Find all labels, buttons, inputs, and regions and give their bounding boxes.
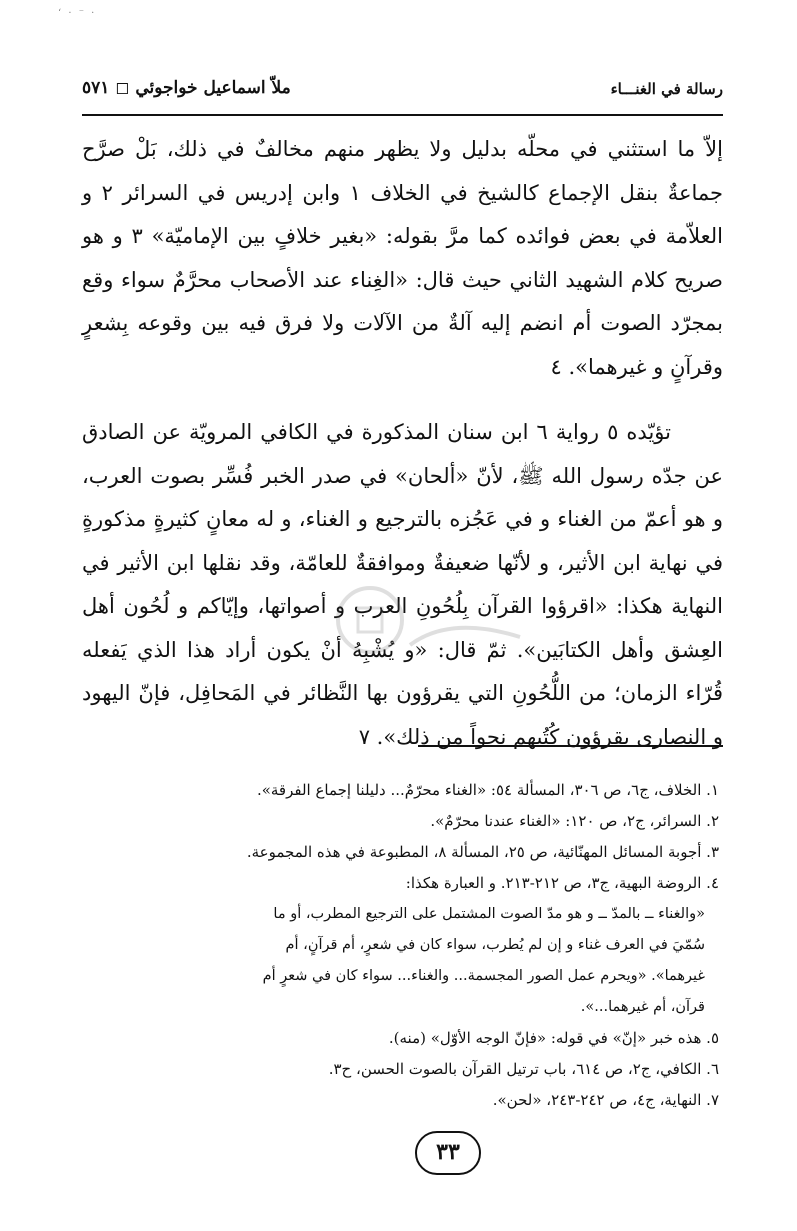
library-stamp-watermark (330, 575, 530, 685)
header-author-and-page: ملاّ اسماعيل خواجوئي ◻ ٥٧١ (82, 78, 291, 98)
footnote-3: ٣. أجوبة المسائل المهنّائية، ص ٢٥، المسألة ٨، المطبوعة في هذه المجموعة. (246, 843, 719, 861)
footnote-4-quote-line: قرآن، أم غيرهما...». (580, 999, 705, 1015)
header-rule (82, 114, 723, 116)
footnote-1: ١. الخلاف، ج٦، ص ٣٠٦، المسألة ٥٤: «الغناء محرّمٌ... دليلنا إجماع الفرقة». (256, 781, 719, 799)
body-paragraph-1: إلاّ ما استثني في محلّه بدليل ولا يظهر منهم مخالفٌ في ذلك، بَلْ صرَّح جماعةٌ بنقل الإجماع كالشيخ في الخلاف ١ وابن إدريس في السرائر ٢ و العلاّمة في بعض فوائده كما مرَّ بقوله: «بغير خلافٍ بين الإماميّة» ٣ و هو صريح كلام الشهيد الثاني حيث قال: «الغِناء عند الأصحاب محرَّمٌ سواء وقع بمجرّد الصوت أم انضم إليه آلةٌ من الآلات ولا فرق فيه بين وقوعه بِشعرٍ وقرآنٍ و غيرهما». ٤ (82, 137, 723, 379)
footnote-4-quote-line: «والغناء ــ بالمدّ ــ و هو مدّ الصوت المشتمل على الترجيع المطرب، أو ما (273, 906, 705, 922)
page-number: ٣٣ (415, 1131, 481, 1175)
footnote-4-quote-line: سُمّيَ في العرف غناء و إن لم يُطرب، سواء كان في شعرٍ، أم قرآنٍ، أم (285, 937, 705, 953)
running-header (82, 78, 723, 110)
footnote-4-quote-line: غيرهما». «ويحرم عمل الصور المجسمة... والغناء... سواء كان في شعرٍ أم (262, 968, 705, 984)
footnotes (82, 775, 719, 1116)
footnote-7: ٧. النهاية، ج٤، ص ٢٤٢-٢٤٣، «لحن». (492, 1091, 719, 1109)
footnote-6: ٦. الكافي، ج٢، ص ٦١٤، باب ترتيل القرآن بالصوت الحسن، ح٣. (328, 1060, 719, 1078)
body-paragraph-2: تؤيّده ٥ رواية ٦ ابن سنان المذكورة في الكافي المرويّة عن الصادق عن جدّه رسول الله ﷺ، لأنّ «ألحان» في صدر الخبر فُسِّر بصوت العرب، و هو أعمّ من الغناء و في عَجُزه بالترجيع و الغناء، و له معانٍ كثيرةٍ مذكورةٍ في نهاية ابن الأثير، و لأنّها ضعيفةٌ وموافقةٌ للعامّة، وقد نقلها ابن الأثير في النهاية هكذا: «اقرؤوا القرآن بِلُحُونِ العرب و أصواتها، وإيّاكم و لُحُون أهل العِشق وأهل الكتابَين». ثمّ قال: «و يُشْبِهُ أنْ يكون أراد هذا الذي يَفعله قُرّاء الزمان؛ من اللُّحُونِ التي يقرؤون بها النَّظائر في المَحافِل، فإنّ اليهود و النصارى يقرؤون كُتُبهم نحواً من ذلك». ٧ (82, 420, 723, 749)
footnote-separator (418, 745, 723, 747)
footnote-4: ٤. الروضة البهية، ج٣، ص ٢١٢-٢١٣. و العبارة هكذا: (405, 874, 719, 892)
header-treatise-title: رسالة في الغنـــاء (610, 80, 723, 98)
footnote-5: ٥. هذه خبر «إنّ» في قوله: «فإنّ الوجه الأوّل» (منه). (388, 1029, 719, 1047)
footnote-2: ٢. السرائر، ج٢، ص ١٢٠: «الغناء عندنا محرّمٌ». (430, 812, 719, 830)
scan-artifact: ‘ · ⁻ · (58, 8, 97, 19)
